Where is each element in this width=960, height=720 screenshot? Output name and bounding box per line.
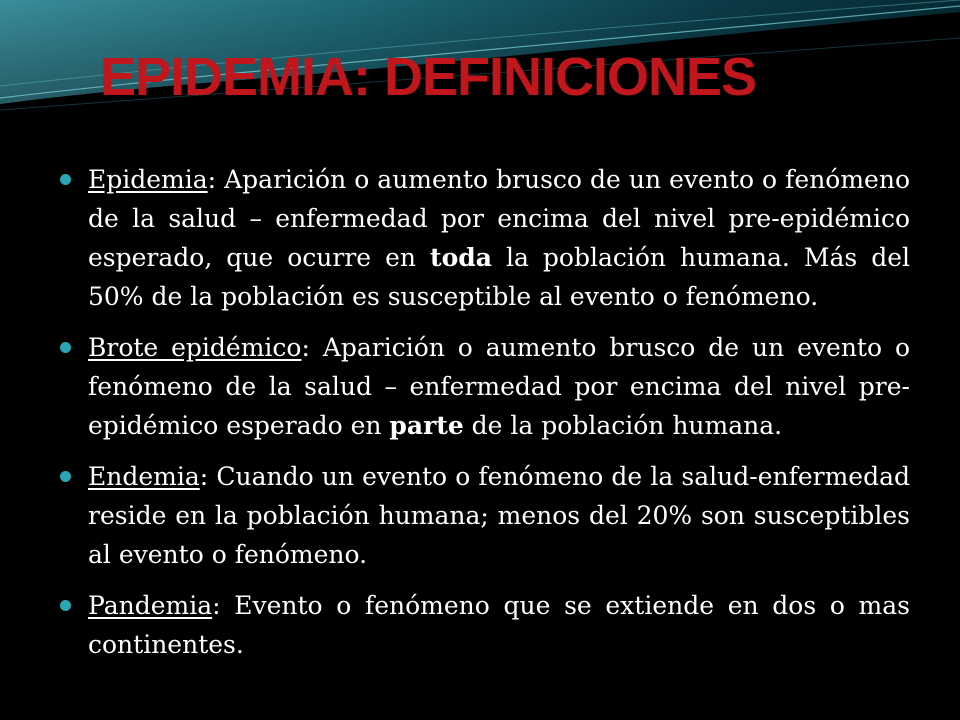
definition-text: : Aparición o aumento brusco de un evento o fenómeno de la salud – enfermedad por encima del nivel pre-epidémico esperado en bbox=[88, 333, 910, 440]
definition-item-brote-epidemico bbox=[60, 328, 910, 445]
definition-text: : Aparición o aumento brusco de un evento o fenómeno de la salud – enfermedad por encima del nivel pre-epidémico esperado, que ocurre en bbox=[88, 165, 910, 272]
definition-text: : Cuando un evento o fenómeno de la salud-enfermedad reside en la población humana; menos del 20% son susceptibles al evento o fenómeno. bbox=[88, 462, 910, 569]
definition-item-pandemia bbox=[60, 586, 910, 664]
definition-item-endemia bbox=[60, 457, 910, 574]
definition-text-end: la población humana. Más del 50% de la población es susceptible al evento o fenómeno. bbox=[88, 243, 910, 311]
slide-title: EPIDEMIA: DEFINICIONES bbox=[100, 47, 757, 107]
bullet-dot-icon bbox=[60, 342, 71, 353]
definition-item-epidemia bbox=[60, 160, 910, 316]
definition-text: : Evento o fenómeno que se extiende en dos o mas continentes. bbox=[88, 591, 910, 659]
definition-term: Brote epidémico bbox=[88, 333, 302, 362]
bullet-dot-icon bbox=[60, 471, 71, 482]
definition-text-end: de la población humana. bbox=[463, 411, 783, 440]
definition-emphasis: parte bbox=[389, 411, 464, 440]
definition-term: Pandemia bbox=[88, 591, 213, 620]
bullet-dot-icon bbox=[60, 600, 71, 611]
definition-term: Endemia bbox=[88, 462, 200, 491]
definition-term: Epidemia bbox=[88, 165, 208, 194]
definition-emphasis: toda bbox=[430, 243, 492, 272]
definitions-list bbox=[60, 160, 910, 676]
bullet-dot-icon bbox=[60, 174, 71, 185]
